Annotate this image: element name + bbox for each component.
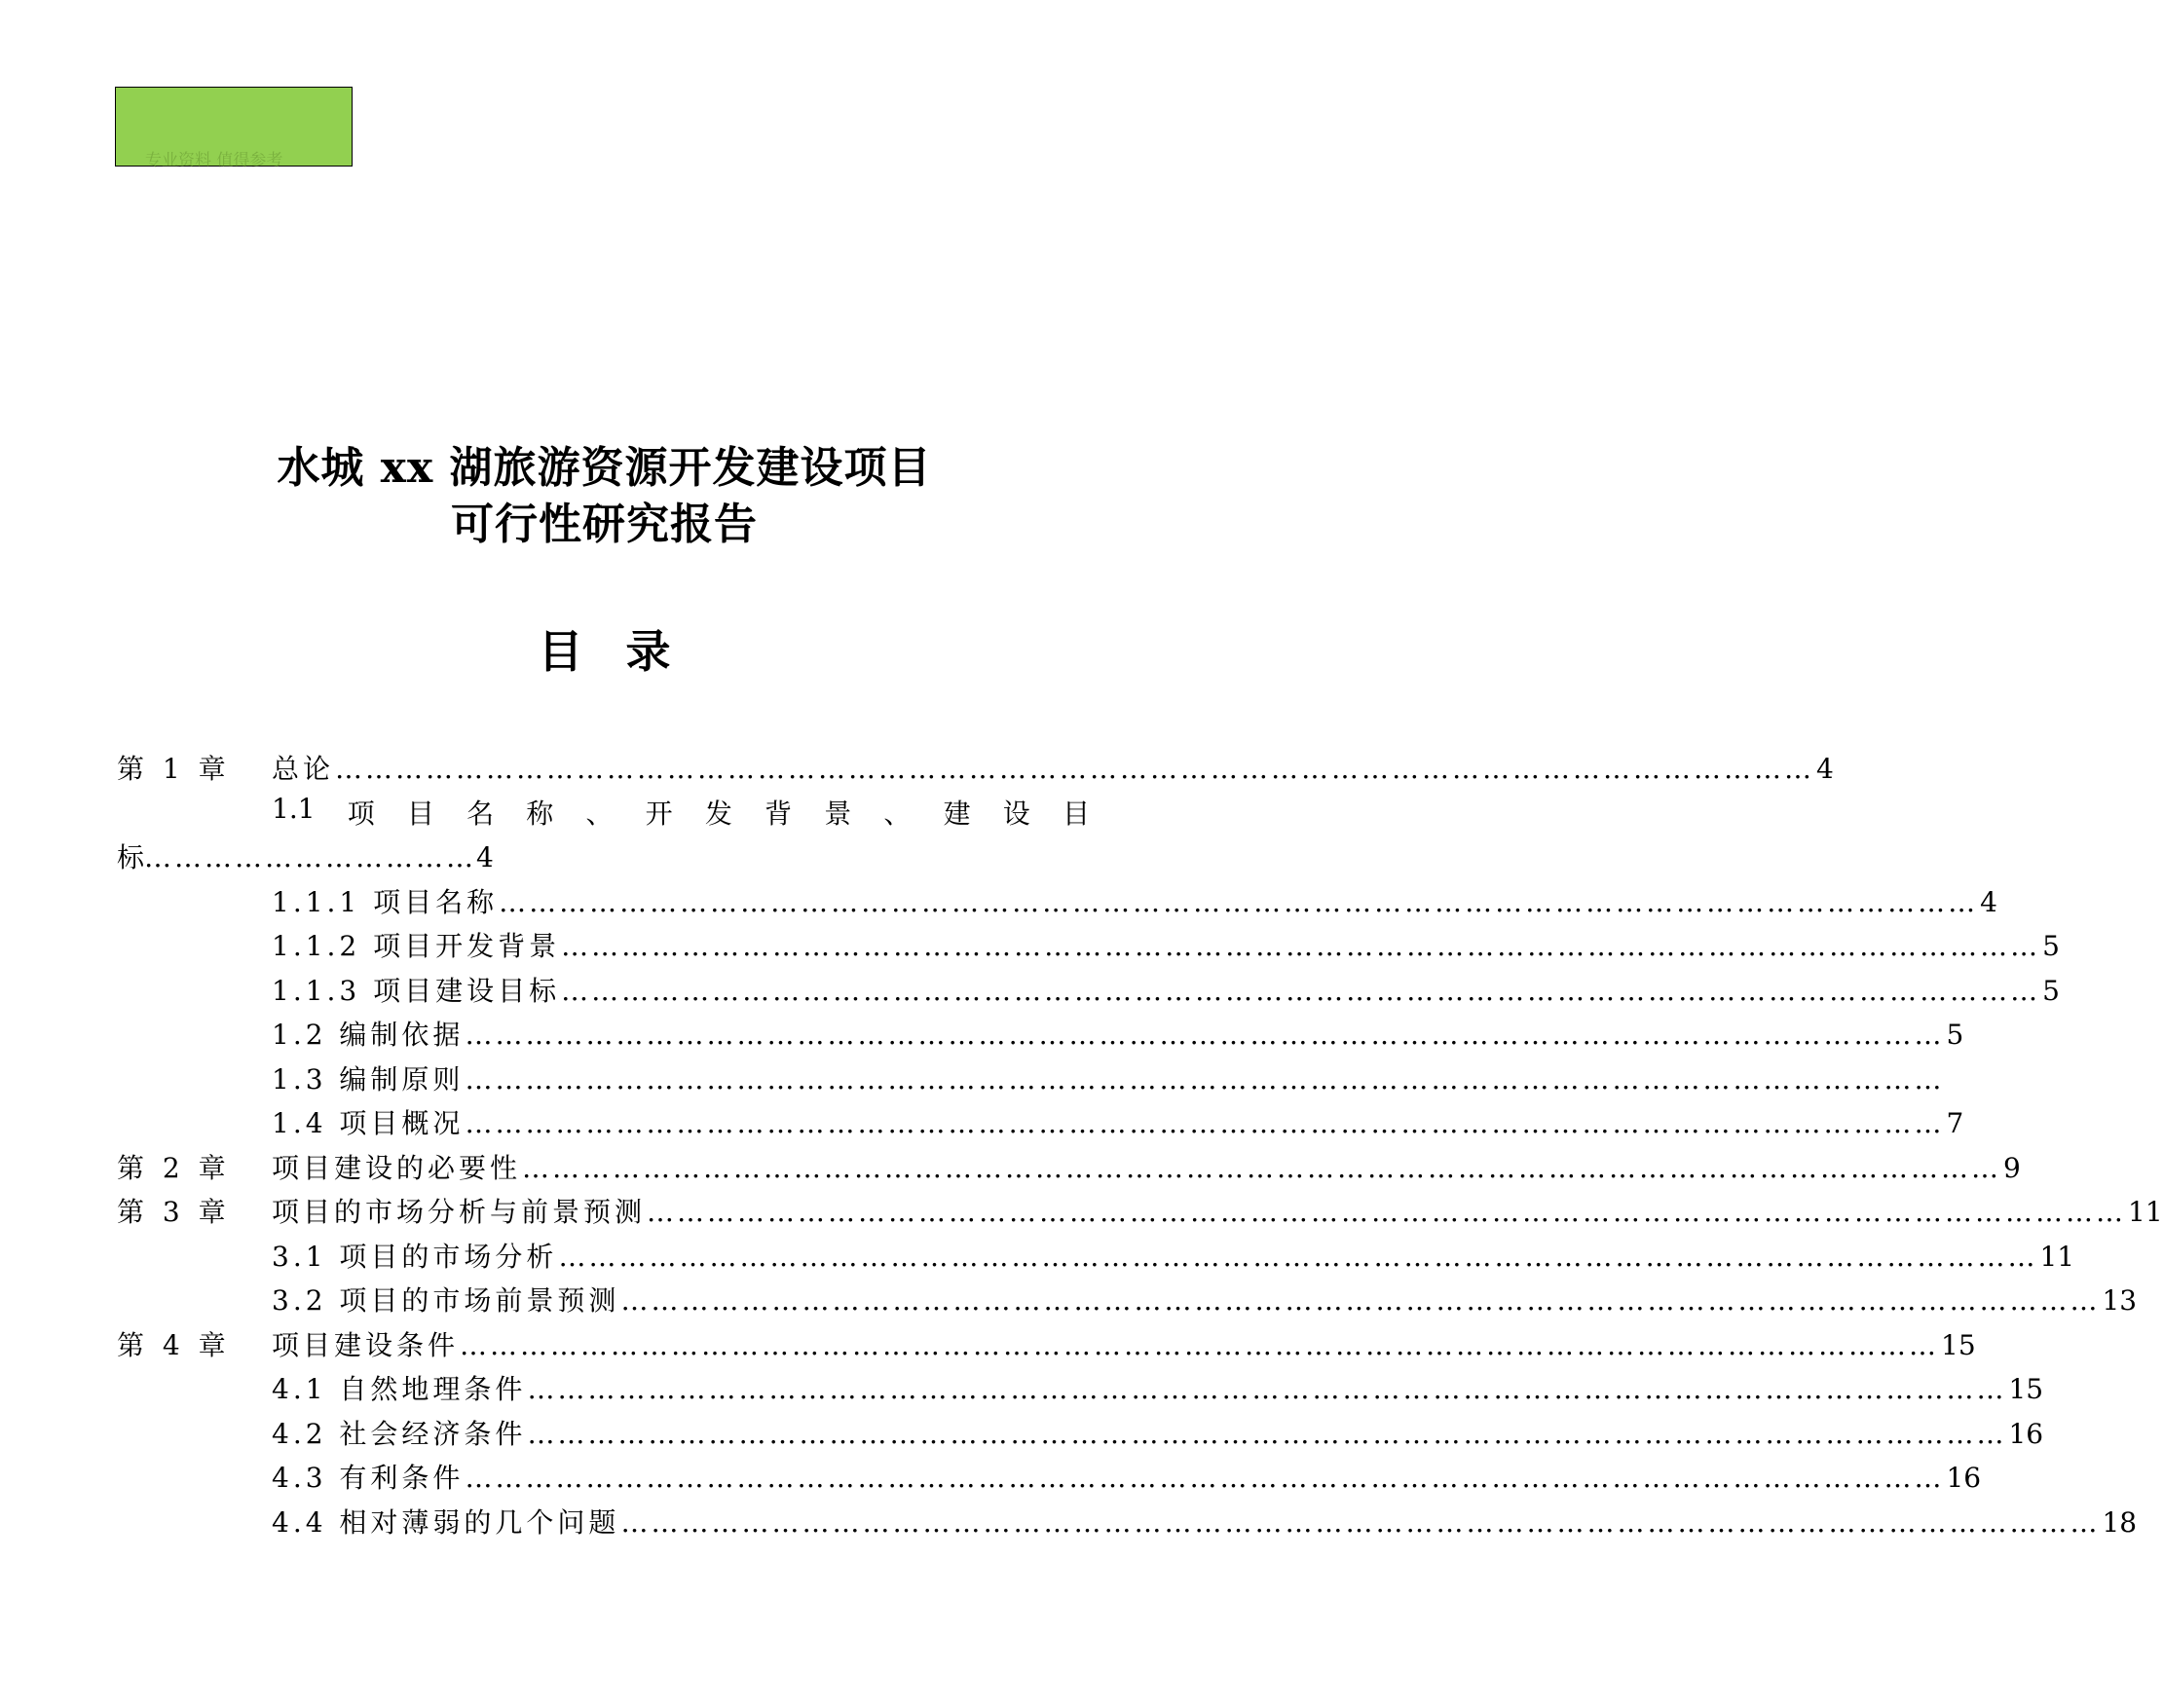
toc-page-number: 13 [2102,1284,2138,1317]
toc-dot-leader: ………………………………………………………………………………………………………………………………… [335,753,1815,785]
toc-row [0,1014,1964,1058]
toc-page-number: 11 [2039,1240,2075,1273]
toc-chapter-label: 第 3 章 [117,1196,231,1228]
toc-entry [272,748,1834,787]
toc-entry [272,1324,1976,1363]
document-title [0,440,1209,553]
toc-row [0,1413,2044,1458]
toc-entry [272,1058,1945,1097]
toc-row [0,793,1209,837]
toc-dot-leader: ………………………………………………………………………………………………………………………………… [465,1019,1945,1051]
toc-entry-label: 3.1 项目的市场分析 [272,1240,558,1273]
toc-entry [272,1280,2138,1318]
toc-row [0,1280,2138,1324]
toc-page-number: 11 [2128,1196,2163,1228]
toc-entry [272,881,1997,920]
toc-label-char: 设 [1002,797,1030,830]
toc-label-char: 景 [824,797,852,830]
toc-page-number: 16 [1946,1462,1982,1494]
toc-page-number: 4 [1980,885,1997,918]
toc-entry [272,1191,2163,1230]
toc-page-number: 9 [2003,1151,2021,1184]
toc-page-number: 15 [1941,1328,1976,1361]
toc-row [0,1102,1964,1147]
toc-dot-leader: ………………………………………………………………………………………………………………………………… [558,1240,2038,1273]
toc-label-char: 项 [347,797,375,830]
toc-page-number: 4 [1816,753,1834,785]
toc-label-char: 背 [765,797,793,830]
toc-entry [272,1147,2021,1186]
toc-entry-label: 1.4 项目概况 [272,1107,465,1139]
toc-entry-label: 4.3 有利条件 [272,1462,465,1494]
watermark-stamp [115,87,353,170]
toc-entry [272,970,2060,1009]
toc-wrap-line [117,836,494,875]
table-of-contents [0,748,2163,1545]
toc-entry-label: 1.1.1 项目名称 [272,885,499,918]
toc-entry [272,1102,1964,1141]
toc-row [0,970,2060,1015]
toc-dot-leader: ………………………………………………………………………………………………………………………………… [561,974,2041,1007]
toc-label-char: 、 [585,797,614,830]
title-line-1: 水城 xx 湖旅游资源开发建设项目 [277,443,932,493]
toc-entry-label: 4.4 相对薄弱的几个问题 [272,1505,620,1539]
toc-entry [272,1502,2138,1541]
toc-entry-label: 总论 [272,753,335,785]
toc-dot-leader: ………………………………………………………………………………………………………………………………… [647,1196,2127,1228]
toc-heading-char-1: 目 [538,625,583,678]
toc-row [0,1368,2044,1413]
toc-entry-label: 3.2 项目的市场前景预测 [272,1284,620,1317]
toc-heading [0,616,1209,681]
toc-dot-leader: ………………………………………………………………………………………………………………………………… [460,1328,1940,1361]
toc-label-char: 目 [1062,797,1090,830]
toc-entry-label: 项目的市场分析与前景预测 [272,1196,647,1228]
toc-entry-label: 标 [117,841,145,873]
toc-dot-leader: ………………………………………………………………………………………………………………………………… [561,930,2041,962]
toc-entry-label: 项目建设的必要性 [272,1151,522,1184]
toc-page-number: 7 [1946,1107,1964,1139]
toc-entry-label: 4.2 社会经济条件 [272,1417,527,1450]
toc-entry-label: 项目建设条件 [272,1328,460,1361]
toc-dot-leader: ………………………………………………………………………………………………………………………………… [620,1284,2101,1317]
toc-dot-leader: ………………………………………………………………………………………………………………………………… [522,1151,2002,1184]
toc-dot-leader: ………………………………………………………………………………………………………………………………… [465,1062,1945,1095]
toc-page-number: 5 [2042,930,2060,962]
toc-entry-label: 1.1.3 项目建设目标 [272,974,561,1007]
toc-dot-leader: ………………………………………………………………………………………………………………………………… [527,1373,2007,1405]
toc-entry [272,1368,2044,1407]
stamp-text: 专业资料 值得参考 [145,151,283,170]
toc-label-char: 称 [526,797,554,830]
toc-page-number: 16 [2008,1417,2044,1450]
toc-label-char: 建 [943,797,971,830]
toc-page-number: 5 [2042,974,2060,1007]
toc-row-wrap [0,836,1209,881]
toc-entry-label: 1.3 编制原则 [272,1062,465,1095]
toc-entry [272,1457,1982,1496]
toc-entry [272,1236,2075,1275]
toc-label-char: 名 [466,797,495,830]
toc-row [0,925,2060,970]
toc-page-number: 5 [1946,1019,1964,1051]
toc-page-number: 15 [2008,1373,2044,1405]
toc-dot-leader: …………………………… [144,841,477,873]
toc-chapter-label: 第 4 章 [117,1328,231,1361]
toc-dot-leader: ………………………………………………………………………………………………………………………………… [527,1417,2007,1450]
toc-page-number: 18 [2102,1505,2138,1539]
toc-chapter-label: 第 2 章 [117,1151,231,1184]
toc-chapter-label: 第 1 章 [117,753,231,785]
toc-row [0,1147,2021,1192]
toc-label-char: 1.1 [272,792,316,825]
toc-row [0,881,1997,926]
toc-spread-label [272,793,1090,832]
toc-entry-label: 4.1 自然地理条件 [272,1373,527,1405]
toc-entry-label: 1.1.2 项目开发背景 [272,930,561,962]
toc-dot-leader: ………………………………………………………………………………………………………………………………… [620,1505,2101,1539]
toc-dot-leader: ………………………………………………………………………………………………………………………………… [465,1462,1945,1494]
toc-label-char: 目 [406,797,434,830]
toc-dot-leader: ………………………………………………………………………………………………………………………………… [465,1107,1945,1139]
toc-label-char: 发 [704,797,732,830]
toc-entry-label: 1.2 编制依据 [272,1019,465,1051]
toc-label-char: 、 [883,797,912,830]
toc-row [0,1502,2138,1546]
toc-row [0,1457,1982,1502]
toc-row [0,1058,1945,1103]
toc-row [0,1191,2163,1236]
toc-heading-char-2: 录 [625,625,671,678]
toc-row [0,1236,2075,1281]
toc-row [0,1324,1976,1369]
toc-dot-leader: ………………………………………………………………………………………………………………………………… [499,885,1979,918]
toc-entry [272,1014,1964,1053]
title-line-2: 可行性研究报告 [451,500,758,549]
toc-entry [272,925,2060,964]
toc-row [0,748,1834,793]
toc-label-char: 开 [645,797,673,830]
toc-page-number: 4 [476,841,494,873]
toc-entry [272,1413,2044,1452]
